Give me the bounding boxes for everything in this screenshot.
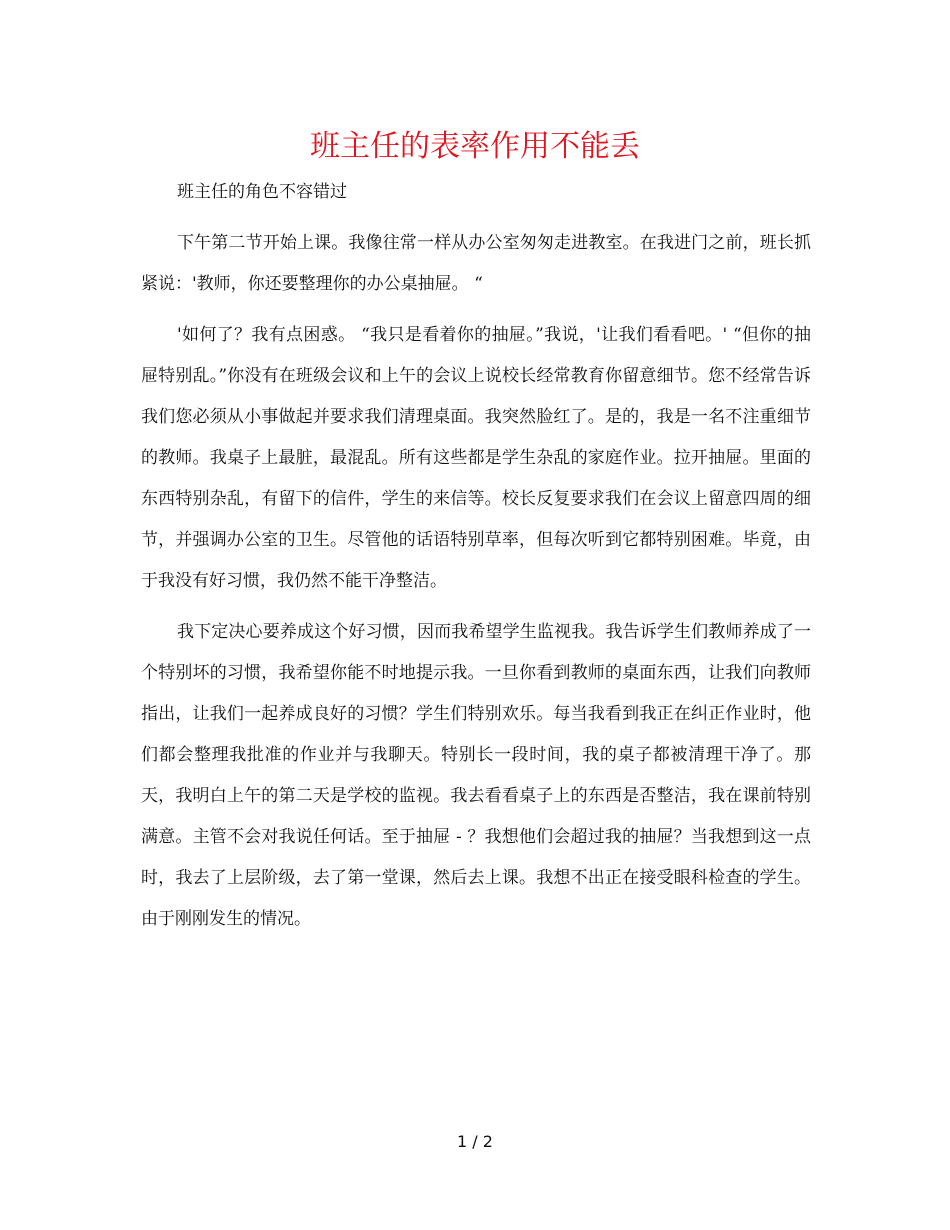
body-paragraph: 我下定决心要养成这个好习惯，因而我希望学生监视我。我告诉学生们教师养成了一个特别坏的习惯，我希望你能不时地提示我。一旦你看到教师的桌面东西，让我们向教师指出，让我们一起养成良好的习惯？学生们特别欢乐。每当我看到我正在纠正作业时，他们都会整理我批准的作业并与我聊天。特别长一段时间，我的桌子都被清理干净了。那天，我明白上午的第二天是学校的监视。我去看看桌子上的东西是否整洁，我在课前特别满意。主管不会对我说任何话。至于抽屉 - ？我想他们会超过我的抽屉？当我想到这一点时，我去了上层阶级，去了第一堂课，然后去上课。我想不出正在接受眼科检查的学生。由于刚刚发生的情况。 <box>141 622 811 929</box>
document-body <box>141 172 811 940</box>
page-number: 1 / 2 <box>457 1132 493 1151</box>
document-title: 班主任的表率作用不能丢 <box>310 129 640 164</box>
subtitle-paragraph: 班主任的角色不容错过 <box>177 182 347 202</box>
body-paragraph: 下午第二节开始上课。我像往常一样从办公室匆匆走进教室。在我进门之前，班长抓紧说：'教师，你还要整理你的办公桌抽屉。 “ <box>141 233 811 294</box>
body-paragraph: '如何了？我有点困惑。 “我只是看着你的抽屉。”我说，'让我们看看吧。' “但你的抽屉特别乱。”你没有在班级会议和上午的会议上说校长经常教育你留意细节。您不经常告诉我们您必须从小事做起并要求我们清理桌面。我突然脸红了。是的，我是一名不注重细节的教师。我桌子上最脏，最混乱。所有这些都是学生杂乱的家庭作业。拉开抽屉。里面的东西特别杂乱，有留下的信件，学生的来信等。校长反复要求我们在会议上留意四周的细节，并强调办公室的卫生。尽管他的话语特别草率，但每次听到它都特别困难。毕竟，由于我没有好习惯，我仍然不能干净整洁。 <box>141 325 811 591</box>
